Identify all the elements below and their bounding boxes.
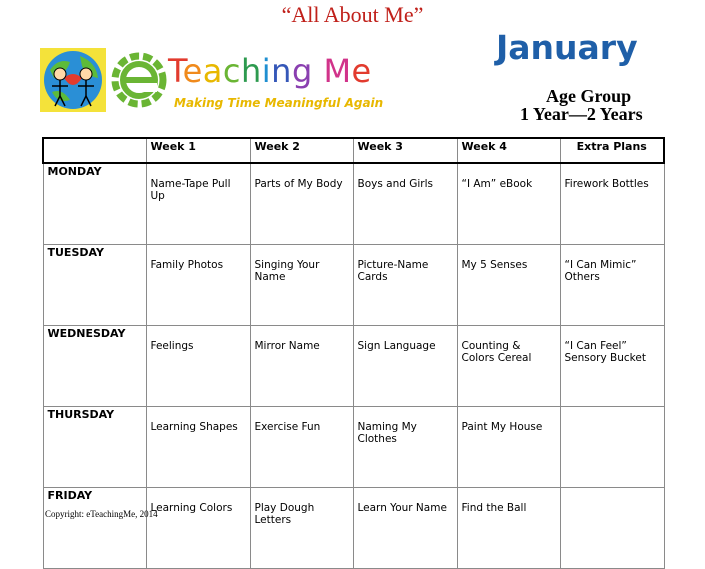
activity-cell bbox=[560, 488, 664, 569]
activity-cell: Learning Colors bbox=[146, 488, 250, 569]
activity-cell: Mirror Name bbox=[250, 326, 353, 407]
activity-cell: Sign Language bbox=[353, 326, 457, 407]
activity-cell: “I Can Feel” Sensory Bucket bbox=[560, 326, 664, 407]
age-group-label: Age Group bbox=[546, 86, 632, 106]
eteachingme-logo bbox=[40, 48, 400, 116]
day-label: TUESDAY bbox=[43, 245, 146, 326]
logo-letter: a bbox=[202, 52, 223, 90]
day-label: FRIDAY bbox=[43, 488, 146, 569]
column-header: Week 2 bbox=[250, 138, 353, 163]
logo-letter: T bbox=[168, 52, 183, 90]
logo-letter: h bbox=[241, 52, 262, 90]
activity-cell: Name-Tape Pull Up bbox=[146, 163, 250, 245]
header-row bbox=[43, 138, 664, 163]
logo-name bbox=[168, 52, 372, 90]
logo-letter: e bbox=[182, 52, 203, 90]
activity-cell: Exercise Fun bbox=[250, 407, 353, 488]
activity-cell: Boys and Girls bbox=[353, 163, 457, 245]
gear-e-icon bbox=[110, 50, 168, 110]
table-row bbox=[43, 326, 664, 407]
column-header: Week 4 bbox=[457, 138, 560, 163]
logo-letter: c bbox=[222, 52, 241, 90]
activity-cell: Feelings bbox=[146, 326, 250, 407]
day-label: WEDNESDAY bbox=[43, 326, 146, 407]
logo-letter: e bbox=[351, 52, 372, 90]
logo-letter: n bbox=[271, 52, 292, 90]
column-header: Week 1 bbox=[146, 138, 250, 163]
logo-letter: i bbox=[261, 52, 272, 90]
activity-cell: Learning Shapes bbox=[146, 407, 250, 488]
activity-cell: Firework Bottles bbox=[560, 163, 664, 245]
activity-cell: Parts of My Body bbox=[250, 163, 353, 245]
activity-cell: Learn Your Name bbox=[353, 488, 457, 569]
column-header: Extra Plans bbox=[560, 138, 664, 163]
activity-cell: Find the Ball bbox=[457, 488, 560, 569]
activity-cell: My 5 Senses bbox=[457, 245, 560, 326]
month-title: January bbox=[496, 28, 638, 67]
column-header: Week 3 bbox=[353, 138, 457, 163]
activity-cell bbox=[560, 407, 664, 488]
logo-tagline: Making Time Meaningful Again bbox=[174, 96, 384, 110]
activity-cell: “I Am” eBook bbox=[457, 163, 560, 245]
activity-cell: Naming My Clothes bbox=[353, 407, 457, 488]
logo-letter: M bbox=[323, 52, 352, 90]
activity-cell: Singing Your Name bbox=[250, 245, 353, 326]
activity-cell: Paint My House bbox=[457, 407, 560, 488]
table-row bbox=[43, 407, 664, 488]
age-group-value: 1 Year—2 Years bbox=[520, 104, 643, 124]
copyright-notice: Copyright: eTeachingMe, 2014 bbox=[45, 509, 158, 519]
activity-cell: Family Photos bbox=[146, 245, 250, 326]
table-row bbox=[43, 163, 664, 245]
lesson-plan-table bbox=[42, 137, 665, 569]
table-row bbox=[43, 245, 664, 326]
day-label: MONDAY bbox=[43, 163, 146, 245]
kids-globe-icon bbox=[40, 48, 106, 112]
table-row bbox=[43, 488, 664, 569]
column-header bbox=[43, 138, 146, 163]
logo-letter: g bbox=[291, 52, 313, 90]
activity-cell: Picture-Name Cards bbox=[353, 245, 457, 326]
activity-cell: Counting & Colors Cereal bbox=[457, 326, 560, 407]
activity-cell: “I Can Mimic” Others bbox=[560, 245, 664, 326]
page-title: “All About Me” bbox=[281, 2, 424, 27]
day-label: THURSDAY bbox=[43, 407, 146, 488]
activity-cell: Play Dough Letters bbox=[250, 488, 353, 569]
logo-letter bbox=[313, 52, 324, 90]
